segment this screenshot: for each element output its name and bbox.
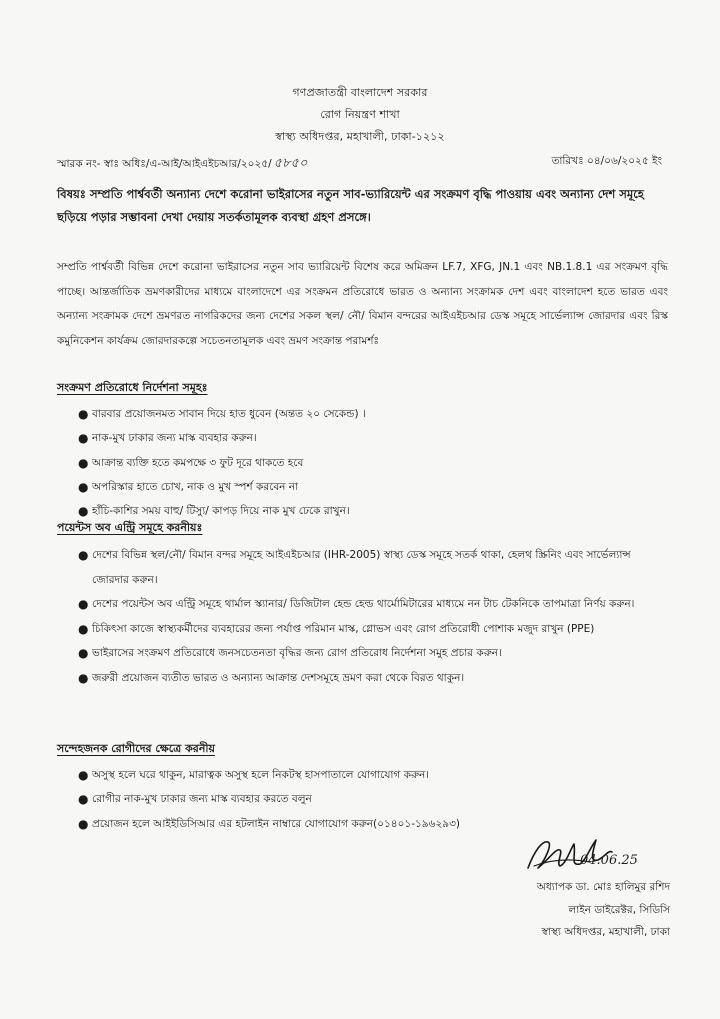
bullet-icon: ●	[78, 768, 89, 782]
list-item-text: হাঁচি-কাশির সময় বাহু/ টিস্যু/ কাপড় দিয়ে নাক মুখ ঢেকে রাখুন।	[92, 505, 350, 518]
points-of-entry-list	[78, 543, 668, 690]
signatory-designation: লাইন ডাইরেক্টর, সিডিসি	[568, 903, 670, 916]
list-item	[78, 543, 668, 592]
bullet-icon: ●	[78, 816, 89, 831]
list-item-text: চিকিৎসা কাজে স্বাস্থ্যকর্মীদের ব্যবহারের জন্য পর্যাপ্ত পরিমান মাস্ক, গ্লোভস এবং রোগ প্রতিরোধী পোশাক মজুদ রাখুন (PPE)	[92, 622, 595, 635]
section-title-prevention: সংক্রমণ প্রতিরোধে নির্দেশনা সমূহঃ	[57, 381, 208, 394]
signatory-name: অধ্যাপক ডা. মোঃ হালিমুর রশিদ	[536, 881, 670, 893]
list-item	[78, 451, 668, 475]
list-item	[78, 641, 668, 666]
signatory-block	[537, 876, 670, 944]
prevention-list	[78, 402, 668, 523]
list-item-text: দেশের বিভিন্ন স্থল/নৌ/ বিমান বন্দর সমূহে আইএইচআর (IHR-2005) স্বাস্থ্য ডেস্ক সমূহে সতর্ক থাকা, হেলথ স্ক্রিনিং এবং সার্ভেল্যান্স জোরদার করুন।	[92, 549, 631, 586]
bullet-icon: ●	[78, 455, 89, 470]
list-item-text: অসুস্থ হলে ঘরে থাকুন, মারাত্বক অসুস্থ হলে নিকটস্থ হাসপাতালে যোগাযোগ করুন।	[92, 769, 430, 781]
suspected-patients-list	[78, 763, 668, 836]
list-item	[78, 666, 668, 691]
government-name: গণপ্রজাতন্ত্রী বাংলাদেশ সরকার	[292, 86, 428, 99]
subject-line: বিষয়ঃ সম্প্রতি পার্শ্ববর্তী অন্যান্য দেশে করোনা ভাইরাসের নতুন সাব-ভ্যারিয়েন্ট এর সংক্রমণ বৃদ্ধি পাওয়ায় এবং অন্যান্য দেশ সমূহে ছড়িয়ে পড়ার সম্ভাবনা দেখা দেয়ায় সতর্কতামূলক ব্যবস্থা গ্রহণ প্রসঙ্গে।	[57, 187, 644, 224]
bullet-icon: ●	[78, 621, 89, 636]
list-item-text: বারবার প্রয়োজনমত সাবান দিয়ে হাত ধুবেন (অন্তত ২০ সেকেন্ড) ।	[92, 408, 366, 420]
signature-date: 04.06.25	[580, 853, 638, 868]
list-item	[78, 617, 668, 642]
memo-row	[57, 154, 662, 174]
memo-date: তারিখঃ ০৪/০৬/২০২৫ ইং	[551, 155, 662, 167]
list-item	[78, 592, 668, 617]
office-address: স্বাস্থ্য অধিদপ্তর, মহাখালী, ঢাকা-১২১২	[275, 130, 445, 143]
memo-reference-number: ৫৮৫০	[273, 156, 308, 171]
bullet-icon: ●	[78, 548, 89, 562]
list-item	[78, 763, 668, 787]
signatory-office: স্বাস্থ্য অধিদপ্তর, মহাখালী, ঢাকা	[541, 926, 670, 938]
bullet-icon: ●	[78, 504, 89, 519]
bullet-icon: ●	[78, 670, 89, 685]
list-item	[78, 426, 668, 450]
bullet-icon: ●	[78, 792, 89, 807]
section-title-points-of-entry: পয়েন্টস অব এন্ট্রি সমূহে করনীয়ঃ	[57, 521, 203, 534]
section-title-suspected-patients: সন্দেহজনক রোগীদের ক্ষেত্রে করনীয়	[57, 742, 216, 755]
list-item-text: আক্রান্ত ব্যক্তি হতে কমপক্ষে ৩ ফুট দূরে থাকতে হবে	[92, 456, 304, 469]
list-item-text: জরুরী প্রয়োজন ব্যতীত ভারত ও অন্যান্য আক্রান্ত দেশসমূহে ভ্রমণ করা থেকে বিরত থাকুন।	[92, 671, 465, 684]
list-item	[78, 402, 668, 426]
list-item	[78, 475, 668, 499]
list-item-text: দেশের পয়েন্টস অব এন্ট্রি সমূহে থার্মাল স্ক্যানার/ ডিজিটাল হেন্ড হেল্ড থার্মোমিটারের মাধ্যমে নন টাচ টেকনিকে তাপমাত্রা নির্ণয় করুন।	[92, 598, 635, 610]
bullet-icon: ●	[78, 479, 89, 494]
bullet-icon: ●	[78, 597, 89, 611]
list-item-text: নাক-মুখ ঢাকার জন্য মাস্ক ব্যবহার করুন।	[92, 432, 257, 445]
memo-reference	[57, 154, 307, 175]
list-item	[78, 787, 668, 811]
list-item-text: রোগীর নাক-মুখ ঢাকার জন্য মাস্ক ব্যবহার করতে বলুন	[92, 793, 312, 806]
branch-name: রোগ নিয়ন্ত্রণ শাখা	[320, 108, 400, 121]
list-item-text: প্রয়োজন হলে আইইডিসিআর এর হটলাইন নাম্বারে যোগাযোগ করুন(০১৪০১-১৯৬২৯৩)	[92, 817, 461, 830]
bullet-icon: ●	[78, 646, 89, 660]
letterhead	[0, 82, 720, 148]
list-item-text: ভাইরাসের সংক্রমণ প্রতিরোধে জনসচেতনতা বৃদ্ধির জন্য রোগ প্রতিরোধ নির্দেশনা সমুহ প্রচার করুন।	[92, 647, 502, 659]
bullet-icon: ●	[78, 431, 89, 446]
bullet-icon: ●	[78, 407, 89, 421]
memo-reference-label: স্মারক নং- স্বাঃ অধিঃ/এ-আই/আইএইচআর/২০২৫/	[57, 158, 272, 170]
list-item-text: অপরিস্কার হাতে চোখ, নাক ও মুখ স্পর্শ করবেন না	[92, 480, 299, 493]
body-paragraph: সম্প্রতি পার্শ্ববর্তী বিভিন্ন দেশে করোনা ভাইরাসের নতুন সাব ভ্যারিয়েন্ট বিশেষ করে অমিক্রন LF.7, XFG, JN.1 এবং NB.1.8.1 এর সংক্রমণ বৃদ্ধি পাচ্ছে। আন্তর্জাতিক ভ্রমণকারীদের মাধ্যমে বাংলাদেশে এর সংক্রমন প্রতিরোধে ভারত ও অন্যান্য সংক্রামক দেশ এবং বাংলাদেশ হতে ভারত এবং অন্যান্য সংক্রামক দেশে ভ্রমণরত নাগরিকদের জন্য দেশের সকল স্থল/ নৌ/ বিমান বন্দরের আইএইচআর ডেস্ক সমূহে সার্ভেল্যান্স জোরদার এবং রিস্ক কমুনিকেশন কার্যক্রম জোরদারকল্পে সচেতনতামূলক এবং ভ্রমণ সংক্রান্ত পরামর্শঃ	[57, 261, 668, 347]
